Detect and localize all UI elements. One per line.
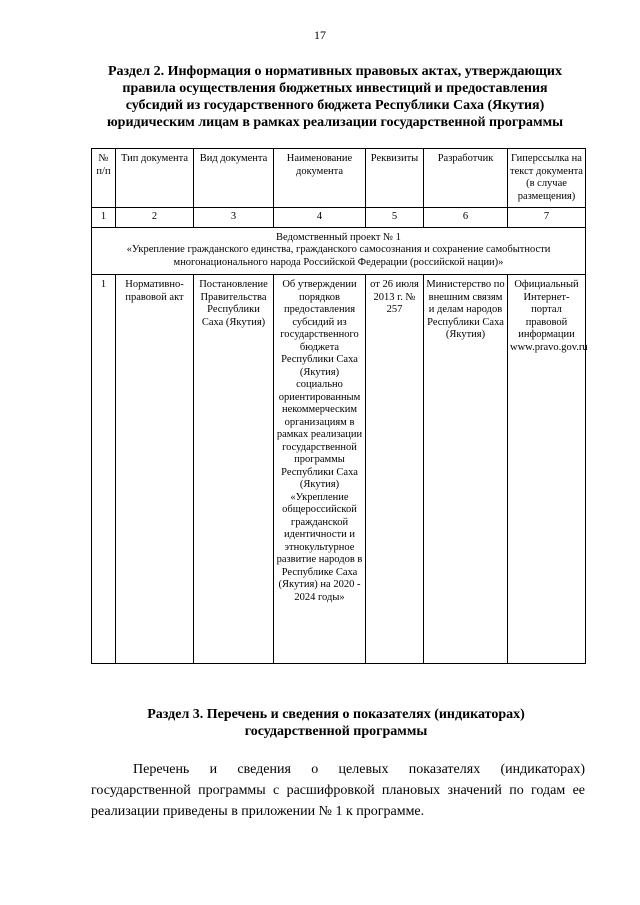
- section-2-title-line: субсидий из государственного бюджета Республики Саха (Якутия): [125, 98, 545, 113]
- column-number-cell: 1: [92, 208, 116, 228]
- header-cell: № п/п: [92, 149, 116, 208]
- section-3-title-line: государственной программы: [244, 724, 428, 739]
- page-number: 17: [314, 28, 326, 42]
- document-name-cell: Об утверждении порядков предоставления субсидий из государственного бюджета Республики Саха (Якутия) социально ориентированным некоммерческим организациям в рамках реализации государственной программы Республики Саха (Якутия) «Укрепление общероссийской гражданской идентичности и этнокультурное развитие народов в Республике Саха (Якутия) на 2020 - 2024 годы»: [274, 275, 366, 664]
- section-3-paragraph: Перечень и сведения о целевых показателях (индикаторах) государственной программы с расшифровкой плановых значений по годам ее реализации приведены в приложении № 1 к программе.: [91, 762, 585, 819]
- header-cell: Наименование документа: [274, 149, 366, 208]
- section-2-title-line: Раздел 2. Информация о нормативных правовых актах, утверждающих: [108, 64, 562, 79]
- header-cell: Реквизиты: [366, 149, 424, 208]
- header-cell: Тип документа: [116, 149, 194, 208]
- requisites-cell: от 26 июля 2013 г. № 257: [366, 275, 424, 664]
- column-number-cell: 2: [116, 208, 194, 228]
- section-2-title-line: правила осуществления бюджетных инвестиций и предоставления: [122, 81, 548, 96]
- project-name: «Укрепление гражданского единства, гражданского самосознания и сохранение самобытности многонационального народа Российской Федерации (российской нации)»: [126, 244, 551, 268]
- section-3-title-line: Раздел 3. Перечень и сведения о показателях (индикаторах): [147, 707, 525, 722]
- table-row: [92, 275, 586, 664]
- header-cell: Гиперссылка на текст документа (в случае размещения): [508, 149, 586, 208]
- column-number-cell: 7: [508, 208, 586, 228]
- row-number-cell: 1: [92, 275, 116, 664]
- header-cell: Вид документа: [194, 149, 274, 208]
- document-kind-cell: Постановление Правительства Республики Саха (Якутия): [194, 275, 274, 664]
- header-cell: Разработчик: [424, 149, 508, 208]
- normative-acts-table: [91, 148, 586, 664]
- section-2-title: [88, 63, 582, 131]
- project-title: Ведомственный проект № 1: [276, 231, 401, 243]
- hyperlink-cell: Официальный Интернет-портал правовой информации www.pravo.gov.ru: [508, 275, 586, 664]
- column-number-cell: 4: [274, 208, 366, 228]
- column-number-cell: 3: [194, 208, 274, 228]
- column-number-row: [92, 208, 586, 228]
- column-number-cell: 6: [424, 208, 508, 228]
- table-header-row: [92, 149, 586, 208]
- developer-cell: Министерство по внешним связям и делам народов Республики Саха (Якутия): [424, 275, 508, 664]
- project-row: [92, 227, 586, 275]
- project-cell: [92, 227, 586, 275]
- column-number-cell: 5: [366, 208, 424, 228]
- section-3-title: [110, 706, 562, 740]
- document-type-cell: Нормативно-правовой акт: [116, 275, 194, 664]
- section-2-title-line: юридическим лицам в рамках реализации государственной программы: [106, 115, 564, 130]
